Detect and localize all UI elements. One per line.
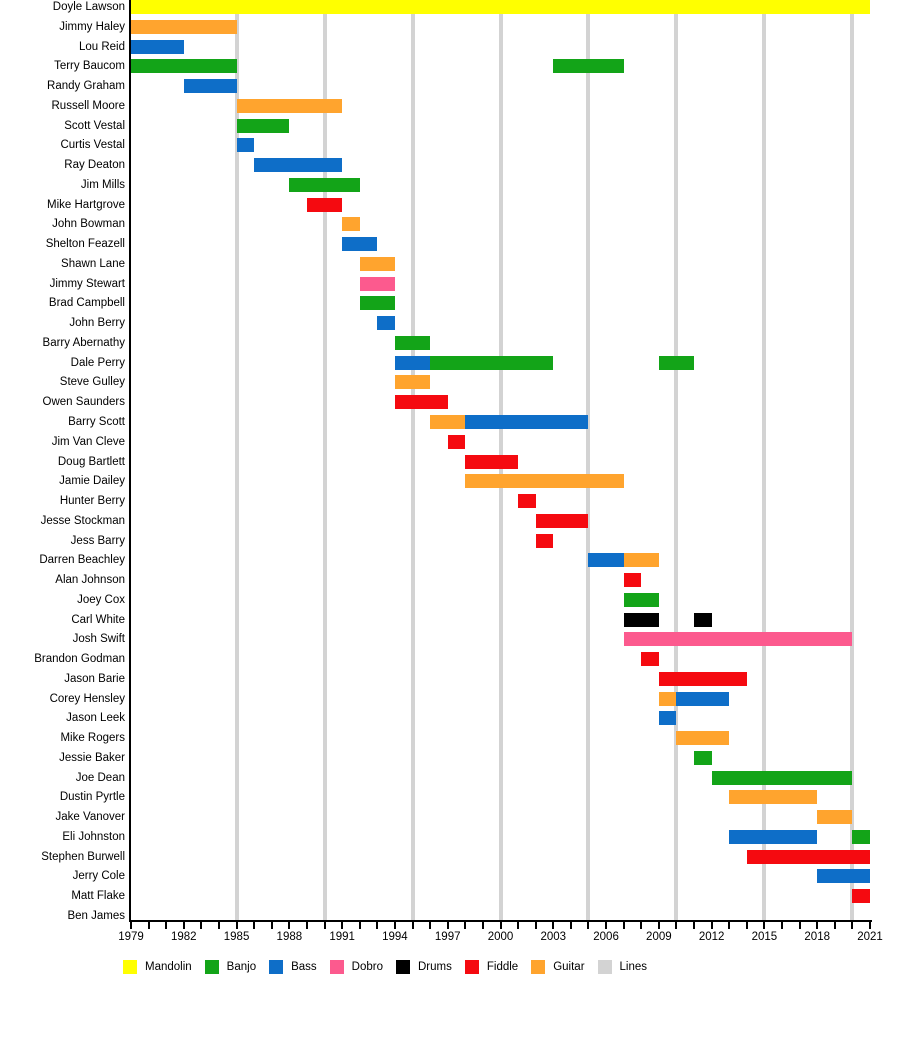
axis-tick <box>587 922 589 929</box>
y-axis-line <box>129 0 131 922</box>
member-label: Darren Beachley <box>39 554 125 567</box>
member-label: Lou Reid <box>78 40 125 53</box>
member-label: Jim Mills <box>80 178 125 191</box>
legend-label: Mandolin <box>145 961 192 973</box>
axis-tick <box>200 922 202 929</box>
axis-tick <box>482 922 484 929</box>
member-label: Ray Deaton <box>64 159 125 172</box>
axis-tick <box>675 922 677 929</box>
member-label: Dustin Pyrtle <box>59 791 125 804</box>
member-label: Dale Perry <box>70 356 125 369</box>
axis-tick <box>376 922 378 929</box>
axis-tick <box>306 922 308 929</box>
member-label: Barry Abernathy <box>42 336 125 349</box>
axis-tick <box>412 922 414 929</box>
axis-tick-label: 1985 <box>223 931 250 943</box>
legend-swatch-mandolin <box>123 960 137 974</box>
legend-label: Drums <box>418 961 452 973</box>
axis-tick <box>869 922 871 929</box>
axis-tick-label: 2015 <box>751 931 778 943</box>
axis-tick <box>746 922 748 929</box>
axis-tick <box>429 922 431 929</box>
axis-tick <box>464 922 466 929</box>
member-label: Brad Campbell <box>48 297 125 310</box>
axis-tick <box>623 922 625 929</box>
member-label: Terry Baucom <box>54 60 125 73</box>
axis-tick <box>130 922 132 929</box>
legend-label: Banjo <box>226 961 257 973</box>
axis-tick-label: 2021 <box>857 931 883 943</box>
axis-tick <box>816 922 818 929</box>
member-label: Joe Dean <box>75 771 125 784</box>
legend-item-guitar <box>531 960 584 974</box>
member-label: Mike Rogers <box>60 732 125 745</box>
axis-tick <box>640 922 642 929</box>
legend-item-lines <box>598 960 648 974</box>
axis-tick <box>834 922 836 929</box>
legend-swatch-bass <box>269 960 283 974</box>
axis-tick <box>711 922 713 929</box>
member-label: Eli Johnston <box>62 830 125 843</box>
axis-tick-label: 2009 <box>646 931 672 943</box>
member-label: Jason Leek <box>66 712 125 725</box>
axis-tick <box>799 922 801 929</box>
member-label: Jamie Dailey <box>59 475 125 488</box>
axis-tick <box>728 922 730 929</box>
member-label: John Bowman <box>52 218 125 231</box>
legend-swatch-dobro <box>330 960 344 974</box>
axis-tick <box>517 922 519 929</box>
legend-swatch-lines <box>598 960 612 974</box>
axis-tick <box>288 922 290 929</box>
axis-tick-label: 2012 <box>698 931 725 943</box>
axis-tick <box>183 922 185 929</box>
axis-tick-label: 2006 <box>593 931 619 943</box>
axis-tick <box>218 922 220 929</box>
axis-tick <box>570 922 572 929</box>
axis-tick <box>693 922 695 929</box>
member-label: Scott Vestal <box>64 119 125 132</box>
member-label: Corey Hensley <box>49 692 125 705</box>
axis-tick <box>148 922 150 929</box>
member-label: Carl White <box>71 613 125 626</box>
member-label: Jim Van Cleve <box>51 435 125 448</box>
member-label: Joey Cox <box>77 593 125 606</box>
member-label: Barry Scott <box>68 415 125 428</box>
axis-tick <box>500 922 502 929</box>
legend-item-fiddle <box>465 960 518 974</box>
axis-tick-label: 1997 <box>434 931 461 943</box>
member-label: Alan Johnson <box>55 574 125 587</box>
legend-swatch-fiddle <box>465 960 479 974</box>
member-label: Doug Bartlett <box>57 455 125 468</box>
axis-tick <box>236 922 238 929</box>
member-label: Ben James <box>67 910 125 922</box>
member-label: Jason Barie <box>64 672 125 685</box>
axis-tick <box>324 922 326 929</box>
member-label: Curtis Vestal <box>60 139 125 152</box>
axis-tick <box>851 922 853 929</box>
member-label: Steve Gulley <box>59 376 125 389</box>
member-label: Jesse Stockman <box>40 514 125 527</box>
member-label: Jerry Cole <box>72 870 125 883</box>
axis-tick <box>535 922 537 929</box>
legend-label: Guitar <box>553 961 585 973</box>
member-label: Russell Moore <box>51 99 125 112</box>
legend-swatch-drums <box>396 960 410 974</box>
member-label: Josh Swift <box>72 633 125 646</box>
legend-swatch-banjo <box>205 960 219 974</box>
axis-tick-label: 2003 <box>540 931 567 943</box>
axis-tick <box>271 922 273 929</box>
axis-tick-label: 1982 <box>170 931 197 943</box>
member-label: Shelton Feazell <box>45 238 125 251</box>
axis-tick-label: 2000 <box>487 931 514 943</box>
legend-item-dobro <box>330 960 383 974</box>
legend-label: Fiddle <box>486 961 519 973</box>
member-label: Randy Graham <box>47 80 125 93</box>
axis-tick-label: 1988 <box>276 931 303 943</box>
legend-item-banjo <box>205 960 256 974</box>
axis-tick-label: 1991 <box>329 931 355 943</box>
axis-tick-label: 2018 <box>804 931 830 943</box>
member-label: Shawn Lane <box>61 257 125 270</box>
member-label: Stephen Burwell <box>41 850 125 863</box>
member-label: John Berry <box>69 317 125 330</box>
member-label: Owen Saunders <box>42 396 125 409</box>
member-label: Doyle Lawson <box>52 1 125 13</box>
axis-tick-label: 1979 <box>118 931 144 943</box>
axis-tick <box>605 922 607 929</box>
axis-tick <box>165 922 167 929</box>
member-label: Jess Barry <box>70 534 125 547</box>
axis-tick-label: 1994 <box>382 931 408 943</box>
member-label: Brandon Godman <box>34 653 125 666</box>
axis-tick <box>447 922 449 929</box>
axis-tick <box>781 922 783 929</box>
legend <box>123 960 647 974</box>
member-label: Jimmy Stewart <box>49 277 125 290</box>
legend-label: Dobro <box>351 961 383 973</box>
axis-tick <box>658 922 660 929</box>
axis-tick <box>359 922 361 929</box>
legend-item-bass <box>269 960 317 974</box>
member-label: Jessie Baker <box>59 751 125 764</box>
axis-tick <box>253 922 255 929</box>
axis-tick <box>394 922 396 929</box>
legend-label: Lines <box>619 961 648 973</box>
member-label: Matt Flake <box>71 890 125 903</box>
axis-tick <box>763 922 765 929</box>
member-label: Jimmy Haley <box>59 20 125 33</box>
legend-item-mandolin <box>123 960 192 974</box>
legend-item-drums <box>396 960 452 974</box>
member-label: Jake Vanover <box>55 811 125 824</box>
member-label: Hunter Berry <box>59 495 125 508</box>
axis-tick <box>341 922 343 929</box>
legend-label: Bass <box>291 961 317 973</box>
member-label: Mike Hartgrove <box>47 198 125 211</box>
axis-tick <box>552 922 554 929</box>
legend-swatch-guitar <box>531 960 545 974</box>
